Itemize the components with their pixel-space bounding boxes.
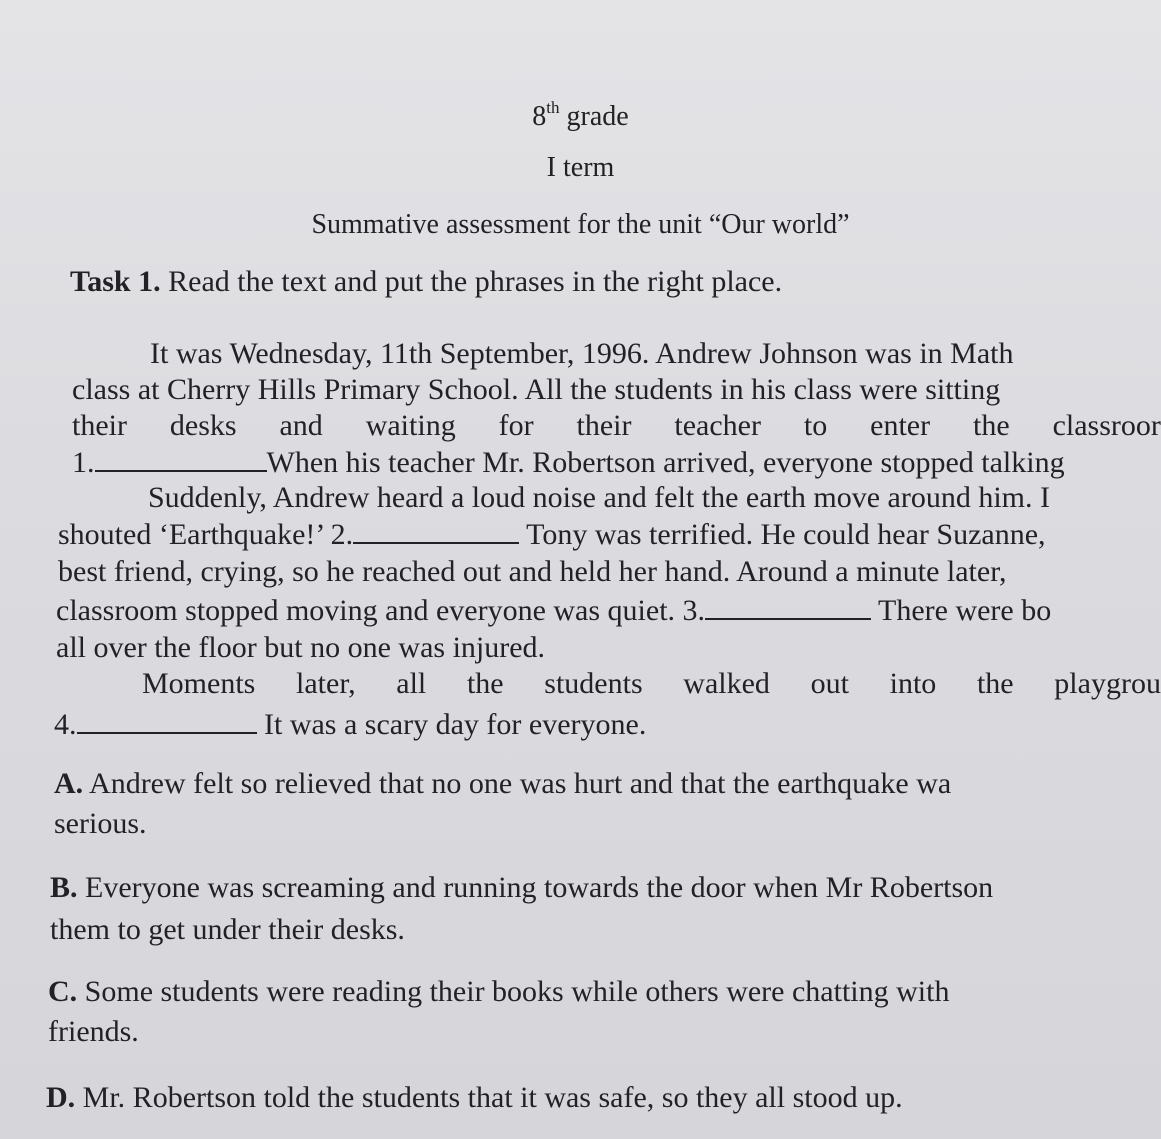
option-letter: B. xyxy=(50,871,78,904)
grade-superscript: th xyxy=(546,98,560,117)
text-line-gap-2 xyxy=(58,516,1046,553)
option-d xyxy=(46,1080,903,1116)
text-line: It was Wednesday, 11th September, 1996. Andrew Johnson was in Math xyxy=(150,337,1014,370)
word: the xyxy=(466,667,504,700)
answer-blank-3[interactable] xyxy=(705,592,871,620)
option-c-continued: friends. xyxy=(48,1015,139,1048)
word: into xyxy=(889,667,937,700)
option-b xyxy=(50,870,993,906)
option-letter: A. xyxy=(54,767,84,800)
text-line-gap-3 xyxy=(56,592,1051,629)
option-c xyxy=(48,974,949,1010)
word: the xyxy=(976,667,1014,700)
text-line: all over the floor but no one was injured. xyxy=(56,631,546,664)
option-letter: D. xyxy=(46,1081,76,1114)
assessment-title: Summative assessment for the unit “Our world” xyxy=(311,209,850,240)
word: all xyxy=(396,667,427,700)
word: and xyxy=(279,409,323,442)
option-text: Everyone was screaming and running towards the door when Mr Robertson xyxy=(85,871,994,904)
text-line-gap-1 xyxy=(72,444,1065,481)
grade-number: 8 xyxy=(532,101,547,132)
answer-blank-2[interactable] xyxy=(353,516,519,544)
text-segment: It was a scary day for everyone. xyxy=(264,708,647,741)
word: later, xyxy=(296,667,356,700)
task-instruction xyxy=(70,264,782,300)
word: enter xyxy=(870,409,931,442)
grade-word: grade xyxy=(566,101,629,132)
text-segment: shouted ‘Earthquake!’ 2. xyxy=(58,518,354,551)
text-line: class at Cherry Hills Primary School. All the students in his class were sitting xyxy=(72,373,1001,406)
task-text: Read the text and put the phrases in the right place. xyxy=(168,265,783,298)
option-b-continued: them to get under their desks. xyxy=(50,913,405,946)
word: teacher xyxy=(674,409,761,442)
word: classroor xyxy=(1052,409,1161,442)
text-line: best friend, crying, so he reached out and held her hand. Around a minute later, xyxy=(58,555,1007,588)
answer-blank-4[interactable] xyxy=(77,706,257,734)
text-segment: classroom stopped moving and everyone was quiet. 3. xyxy=(56,594,706,627)
word: for xyxy=(498,409,534,442)
word: out xyxy=(810,667,849,700)
option-a xyxy=(54,766,951,802)
word: playgrou xyxy=(1054,667,1161,700)
option-a-continued: serious. xyxy=(54,807,147,840)
word: students xyxy=(544,667,643,700)
word: their xyxy=(576,409,632,442)
option-text: Andrew felt so relieved that no one was hurt and that the earthquake wa xyxy=(89,767,952,800)
gap-number-1: 1. xyxy=(72,446,95,479)
option-letter: C. xyxy=(48,975,78,1008)
word: desks xyxy=(169,409,237,442)
word: the xyxy=(973,409,1010,442)
text-segment: When his teacher Mr. Robertson arrived, everyone stopped talking xyxy=(266,446,1065,479)
option-text: Mr. Robertson told the students that it was safe, so they all stood up. xyxy=(82,1081,903,1114)
word: walked xyxy=(683,667,770,700)
word: to xyxy=(803,409,828,442)
gap-number-4: 4. xyxy=(54,708,77,741)
word: their xyxy=(72,409,127,442)
term-heading: I term xyxy=(546,152,615,183)
option-text: Some students were reading their books while others were chatting with xyxy=(84,975,950,1008)
answer-blank-1[interactable] xyxy=(95,444,267,472)
text-line: Suddenly, Andrew heard a loud noise and felt the earth move around him. I xyxy=(148,481,1050,514)
text-segment: Tony was terrified. He could hear Suzanne, xyxy=(526,518,1046,551)
text-line-justified xyxy=(142,666,1161,702)
grade-heading xyxy=(0,90,1161,135)
word: waiting xyxy=(365,409,456,442)
text-segment: There were bo xyxy=(878,594,1052,627)
word: Moments xyxy=(142,667,256,700)
text-line-gap-4 xyxy=(54,706,646,743)
text-line-justified xyxy=(72,408,1161,444)
task-label: Task 1. xyxy=(70,265,161,298)
